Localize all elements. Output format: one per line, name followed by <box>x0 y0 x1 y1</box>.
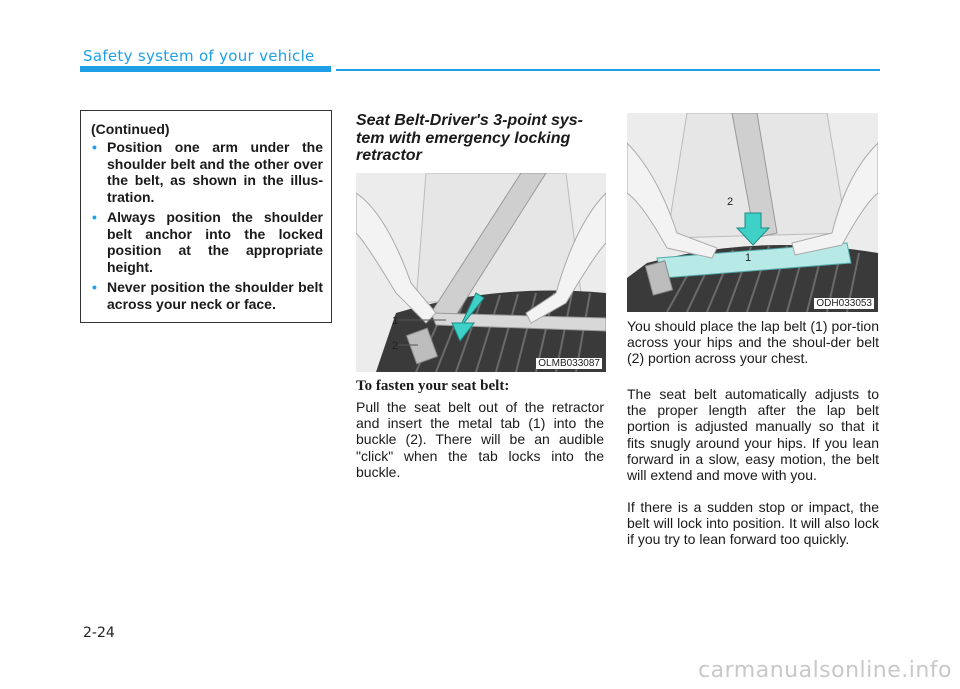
continued-label: (Continued) <box>91 121 170 137</box>
paragraph: Pull the seat belt out of the retractor and insert the metal tab (1) into the buckle (2). There will be an audible "click" when the tab locks into the buckle. <box>356 399 604 480</box>
paragraph: If there is a sudden stop or impact, the belt will lock into position. It will also lock if you try to lean forward too quickly. <box>627 499 879 548</box>
warning-item-text: Always position the shoulder belt anchor into the locked position at the appropriate height. <box>107 209 323 275</box>
fig2-label-1: 1 <box>745 252 752 264</box>
paragraph: You should place the lap belt (1) por-tion across your hips and the shoul-der belt (2) portion across your chest. <box>627 318 879 367</box>
warning-box <box>80 110 332 323</box>
fig2-label-2: 2 <box>727 196 734 208</box>
header-title: Safety system of your vehicle <box>83 47 315 65</box>
warning-item-text: Position one arm under the shoulder belt and the other over the belt, as shown in the illus-tration. <box>107 139 323 205</box>
seatbelt-position-illustration <box>627 113 878 312</box>
figure-code: OLMB033087 <box>538 358 600 369</box>
figure-fasten-belt <box>356 173 606 372</box>
seatbelt-fasten-illustration <box>356 173 606 372</box>
fig1-label-1: 1 <box>392 315 399 327</box>
warning-item <box>91 139 323 205</box>
header-bar-thick <box>80 66 331 72</box>
figure-code: ODH033053 <box>816 298 872 309</box>
warning-item-text: Never position the shoulder belt across your neck or face. <box>107 279 323 312</box>
header-bar-thin <box>336 69 880 71</box>
section-title: Seat Belt-Driver's 3-point sys-tem with emergency locking retractor <box>356 112 583 164</box>
warning-list <box>91 139 323 312</box>
warning-item <box>91 279 323 312</box>
bullet-icon: • <box>92 279 97 295</box>
page-number: 2-24 <box>83 625 115 641</box>
paragraph: The seat belt automatically adjusts to the proper length after the lap belt portion is adjusted manually so that it fits snugly around your hips. If you lean forward in a slow, easy motion, the belt will extend and move with you. <box>627 386 879 484</box>
bullet-icon: • <box>92 139 97 155</box>
bullet-icon: • <box>92 209 97 225</box>
warning-item <box>91 209 323 275</box>
watermark: carmanualsonline.info <box>698 658 952 683</box>
figure-belt-position <box>627 113 878 312</box>
subheading: To fasten your seat belt: <box>356 378 510 394</box>
fig1-label-2: 2 <box>392 340 399 352</box>
